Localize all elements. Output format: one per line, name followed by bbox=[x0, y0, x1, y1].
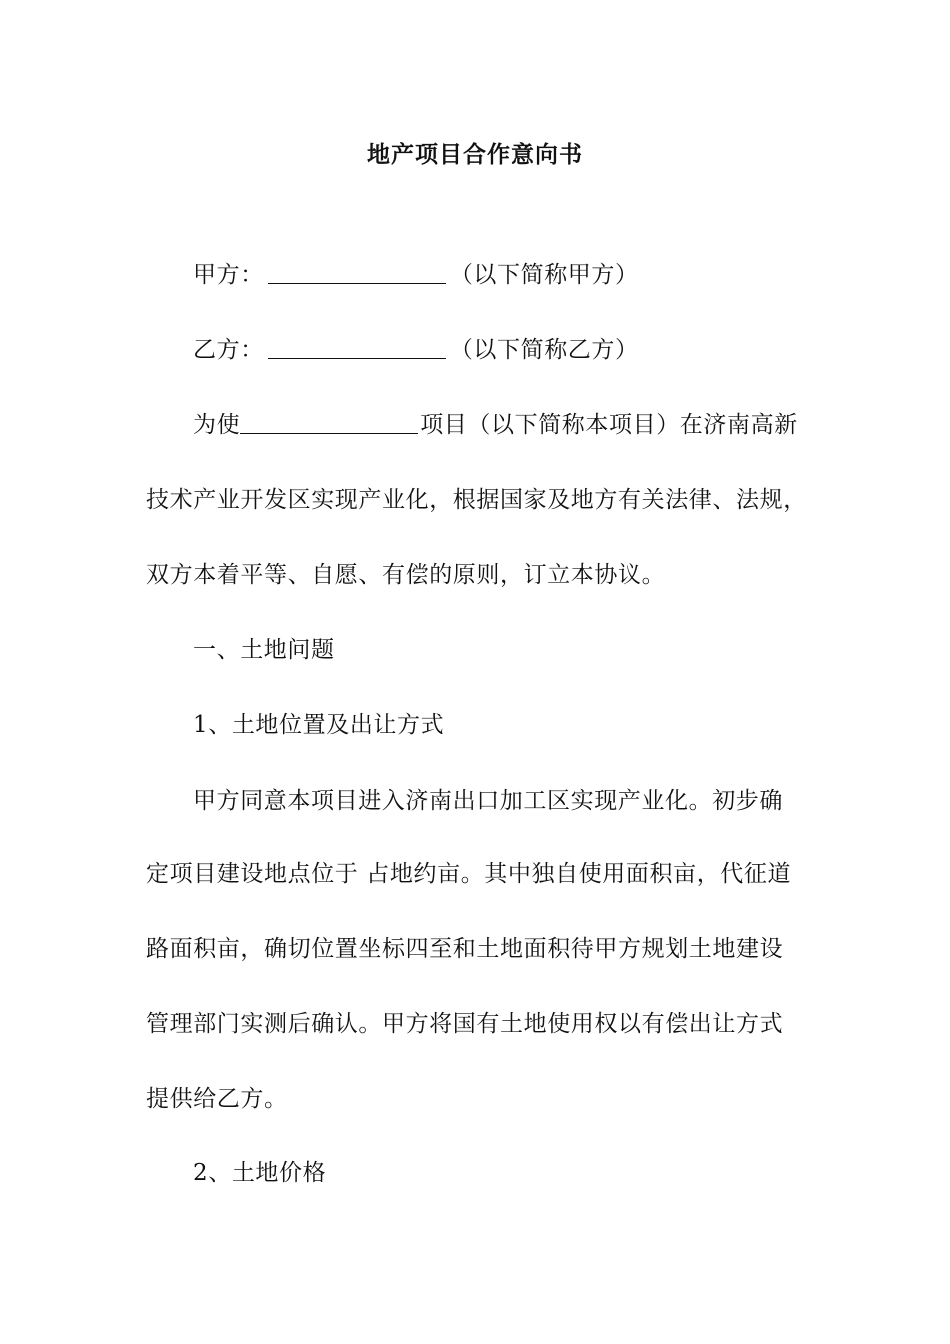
section-heading-1: 一、土地问题 bbox=[193, 637, 335, 663]
party-b-suffix: （以下简称乙方） bbox=[449, 337, 639, 363]
party-b-blank bbox=[268, 336, 446, 359]
intro-suffix: 项目（以下简称本项目）在济南高新 bbox=[420, 412, 798, 438]
paragraph-1-line-3: 路面积亩，确切位置坐标四至和土地面积待甲方规划土地建设 bbox=[146, 936, 784, 962]
subsection-heading-2: 2、土地价格 bbox=[193, 1160, 327, 1186]
intro-line-1 bbox=[193, 409, 883, 441]
intro-line-2: 技术产业开发区实现产业化，根据国家及地方有关法律、法规， bbox=[146, 487, 807, 513]
party-a-suffix: （以下简称甲方） bbox=[449, 262, 639, 288]
subsection-heading-1: 1、土地位置及出让方式 bbox=[193, 712, 445, 738]
party-b-line bbox=[193, 334, 883, 366]
document-title: 地产项目合作意向书 bbox=[367, 141, 583, 168]
project-name-blank bbox=[240, 411, 418, 434]
paragraph-1-line-2: 定项目建设地点位于 占地约亩。其中独自使用面积亩，代征道 bbox=[146, 861, 792, 887]
party-a-blank bbox=[268, 261, 446, 284]
party-a-label: 甲方： bbox=[193, 262, 264, 288]
intro-prefix: 为使 bbox=[193, 412, 241, 438]
intro-line-3: 双方本着平等、自愿、有偿的原则，订立本协议。 bbox=[146, 562, 666, 588]
party-b-label: 乙方： bbox=[193, 337, 264, 363]
paragraph-1-line-5: 提供给乙方。 bbox=[146, 1086, 288, 1112]
paragraph-1-line-1: 甲方同意本项目进入济南出口加工区实现产业化。初步确 bbox=[193, 788, 783, 814]
party-a-line bbox=[193, 259, 883, 291]
paragraph-1-line-4: 管理部门实测后确认。甲方将国有土地使用权以有偿出让方式 bbox=[146, 1011, 784, 1037]
